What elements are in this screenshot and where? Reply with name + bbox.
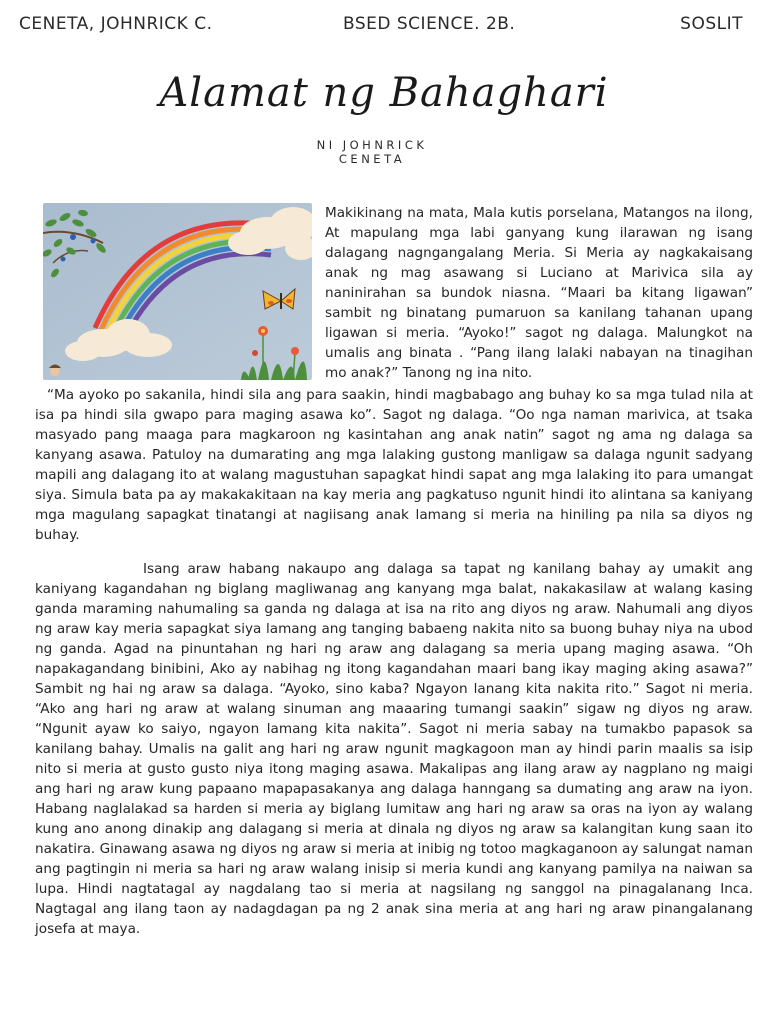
paragraph-1: Makikinang na mata, Mala kutis porselana, Matangos na ilong, At mapulang mga labi ganyang kung ilarawan ng isang dalagang nagngangalang Meria. Si Meria ay nagkakaisang anak ng mag asawang si Luciano at Marivica sila ay naninirahan sa bundok niasna. “Maari ba kitang ligawan” sambit ng binatang pumaruon sa kanilang tahanan upang ligawan si meria. “Ayoko!” sagot ng dalaga. Malungkot na umalis ang binata . “Pang ilang lalaki nabayan na tinagihan mo anak?” Tanong ng ina nito. [325, 205, 753, 381]
author-line-1: NI JOHNRICK [316, 138, 428, 152]
paragraph-2: “Ma ayoko po sakanila, hindi sila ang para saakin, hindi magbabago ang buhay ko sa mga tulad nila at isa pa hindi sila gwapo para maging asawa ko”. Sagot ng dalaga. “Oo nga naman marivica, at tsaka masyado pang maaga para magkaroon ng kasintahan ang anak natin” sagot ng ama ng dalaga sa kanyang asawa. Patuloy na dumarating ang mga lalaking gustong manligaw sa dalaga ngunit sadyang mapili ang dalagang ito at walang magustuhan sapagkat hindi sapat ang mga lalaking ito para umangat siya. Simula bata pa ay makakakitaan na kay meria ang pagkatuso ngunit hindi ito alintana sa kaniyang mga magulang sapagkat tinatangi at nagiisang anak lamang si meria na hiniling pa nila sa diyos ng buhay. [35, 387, 753, 543]
student-name: CENETA, JOHNRICK C. [19, 14, 213, 34]
course-section: BSED SCIENCE. 2B. [343, 14, 516, 34]
author-line-2: CENETA [338, 152, 406, 166]
author-byline [284, 138, 460, 166]
rainbow-illustration [43, 203, 312, 380]
story-title: Alamat ng Bahaghari [159, 70, 609, 116]
rainbow-mural-icon [43, 203, 312, 380]
subject-code: SOSLIT [680, 14, 743, 34]
paragraph-3: Isang araw habang nakaupo ang dalaga sa tapat ng kanilang bahay ay umakit ang kaniyang kagandahan ng biglang magliwanag ang kanyang mga balat, nakakasilaw at walang kasing ganda maraming nahumaling sa ganda ng dalaga at isa na rito ang diyos ng araw. Nahumali ang diyos ng araw kay meria sapagkat siya lamang ang tanging babaeng nakita nito sa buong buhay niya na ubod ng ganda. Agad na pinuntahan ng hari ng araw ang dalagang sa meria upang maging asawa. “Oh napakagandang binibini, Ako ay nabihag ng itong kagandahan maari bang ikay maging aking asawa?” Sambit ng hai ng araw sa dalaga. “Ayoko, sino kaba? Ngayon lanang kita nakita rito.” Sagot ni meria. “Ako ang hari ng araw at walang sinuman ang maaaring tumangi saakin” sigaw ng diyos ng araw. “Ngunit ayaw ko saiyo, ngayon lamang kita nakita”. Sagot ni meria sabay na tumakbo papasok sa kanilang bahay. Umalis na galit ang hari ng araw ngunit magkagoon man ay hindi parin maalis sa isip nito si meria at gusto gusto niya itong maging asawa. Makalipas ang ilang araw ay nagplano ng maigi ang hari ng araw kung papaano mapapasakanya ang dalaga hanngang sa dumating ang araw na iyon. Habang naglalakad sa harden si meria ay biglang lumitaw ang hari ng araw sa oras na iyon ay walang kung ano anong dinakip ang dalagang si meria at dinala ng diyos ng araw sa kalangitan kung saan ito nakatira. Ginawang asawa ng diyos ng araw si meria at inibig ng totoo magkaganoon ay salungat naman ang pagtingin ni meria sa hari ng araw walang inisip si meria kundi ang kanyang pamilya na naiwan sa lupa. Hindi nagtatagal ay nagdalang tao si meria at nagsilang ng sanggol na pinagalanang Inca. Nagtagal ang ilang taon ay nadagdagan pa ng 2 anak sina meria at ang hari ng araw pinangalanang josefa at maya. [35, 561, 753, 937]
